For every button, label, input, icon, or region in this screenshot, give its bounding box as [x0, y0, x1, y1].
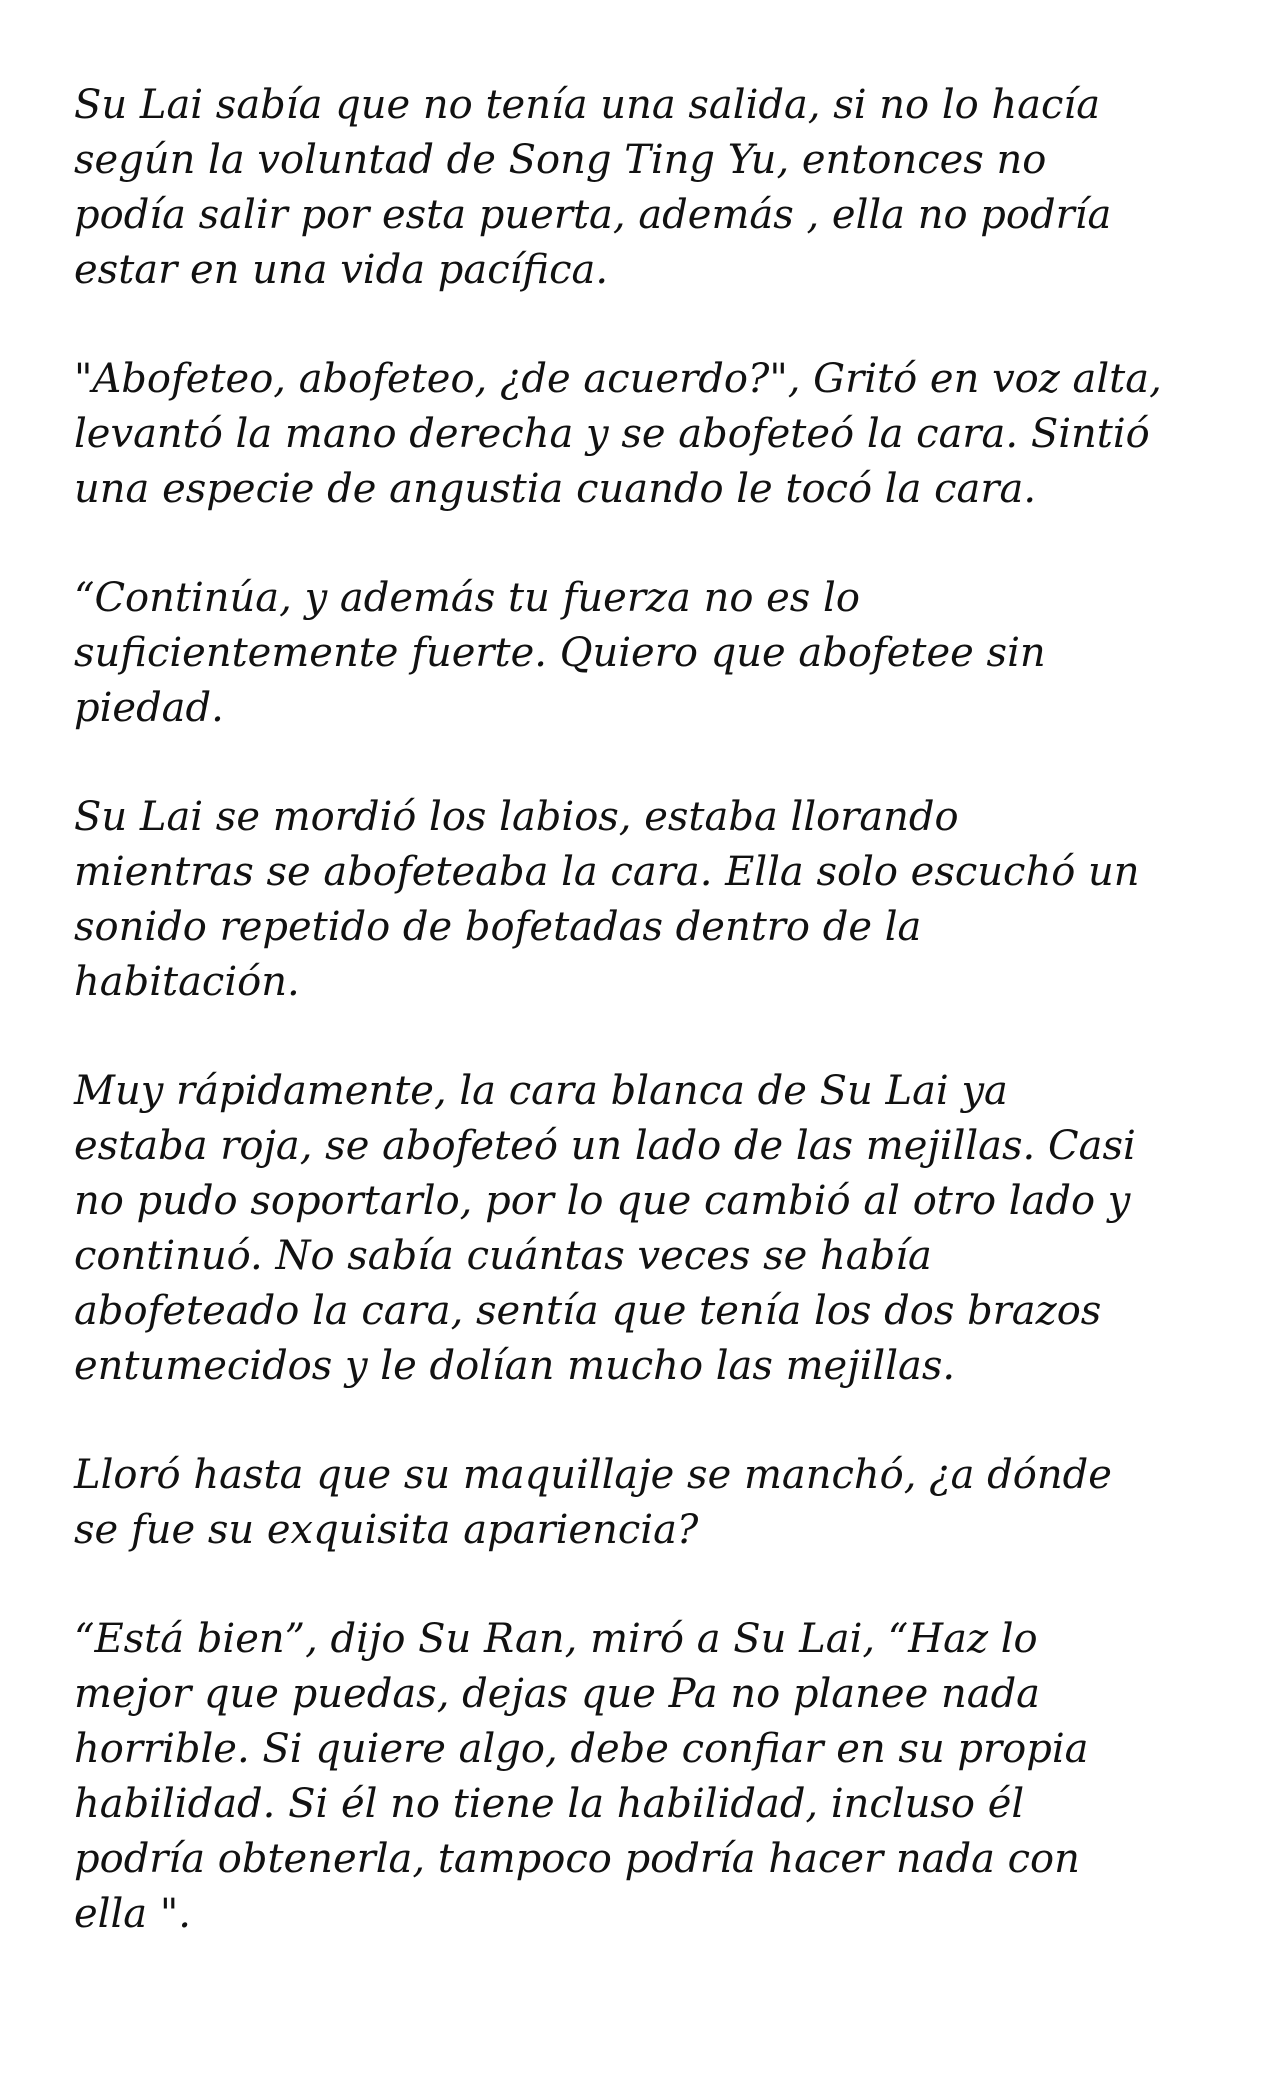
text-line: mejor que puedas, dejas que Pa no planee nada: [74, 1671, 1041, 1717]
text-line: podía salir por esta puerta, además , ella no podría: [74, 192, 1112, 238]
text-line: ella ".: [74, 1891, 191, 1937]
text-line: abofeteado la cara, sentía que tenía los dos brazos: [74, 1288, 1102, 1334]
text-line: suficientemente fuerte. Quiero que abofetee sin: [74, 630, 1046, 676]
paragraph-4: [74, 790, 1215, 1010]
text-line: entumecidos y le dolían mucho las mejillas.: [74, 1343, 956, 1389]
text-line: sonido repetido de bofetadas dentro de la: [74, 904, 922, 950]
paragraph-1: [74, 78, 1215, 298]
text-line: estar en una vida pacífica.: [74, 247, 609, 293]
text-line: Su Lai se mordió los labios, estaba llorando: [74, 794, 959, 840]
text-line: estaba roja, se abofeteó un lado de las mejillas. Casi: [74, 1123, 1136, 1169]
paragraph-7: [74, 1612, 1215, 1942]
text-line: una especie de angustia cuando le tocó la cara.: [74, 466, 1037, 512]
text-line: Lloró hasta que su maquillaje se manchó, ¿a dónde: [74, 1452, 1112, 1498]
text-line: “Continúa, y además tu fuerza no es lo: [74, 575, 860, 621]
paragraph-6: [74, 1448, 1215, 1558]
paragraph-3: [74, 571, 1215, 736]
text-line: "Abofeteo, abofeteo, ¿de acuerdo?", Gritó en voz alta,: [74, 356, 1162, 402]
text-line: Muy rápidamente, la cara blanca de Su Lai ya: [74, 1068, 1008, 1114]
text-line: se fue su exquisita apariencia?: [74, 1507, 699, 1553]
text-line: podría obtenerla, tampoco podría hacer nada con: [74, 1836, 1080, 1882]
text-line: habilidad. Si él no tiene la habilidad, incluso él: [74, 1781, 1025, 1827]
text-line: mientras se abofeteaba la cara. Ella solo escuchó un: [74, 849, 1140, 895]
text-line: Su Lai sabía que no tenía una salida, si no lo hacía: [74, 82, 1101, 128]
text-line: continuó. No sabía cuántas veces se había: [74, 1233, 932, 1279]
text-line: piedad.: [74, 685, 224, 731]
text-line: no pudo soportarlo, por lo que cambió al otro lado y: [74, 1178, 1131, 1224]
paragraph-5: [74, 1064, 1215, 1394]
text-line: según la voluntad de Song Ting Yu, entonces no: [74, 137, 1047, 183]
text-line: “Está bien”, dijo Su Ran, miró a Su Lai, “Haz lo: [74, 1616, 1038, 1662]
text-line: levantó la mano derecha y se abofeteó la cara. Sintió: [74, 411, 1150, 457]
text-line: horrible. Si quiere algo, debe confiar en su propia: [74, 1726, 1089, 1772]
paragraph-2: [74, 352, 1215, 517]
text-line: habitación.: [74, 959, 300, 1005]
